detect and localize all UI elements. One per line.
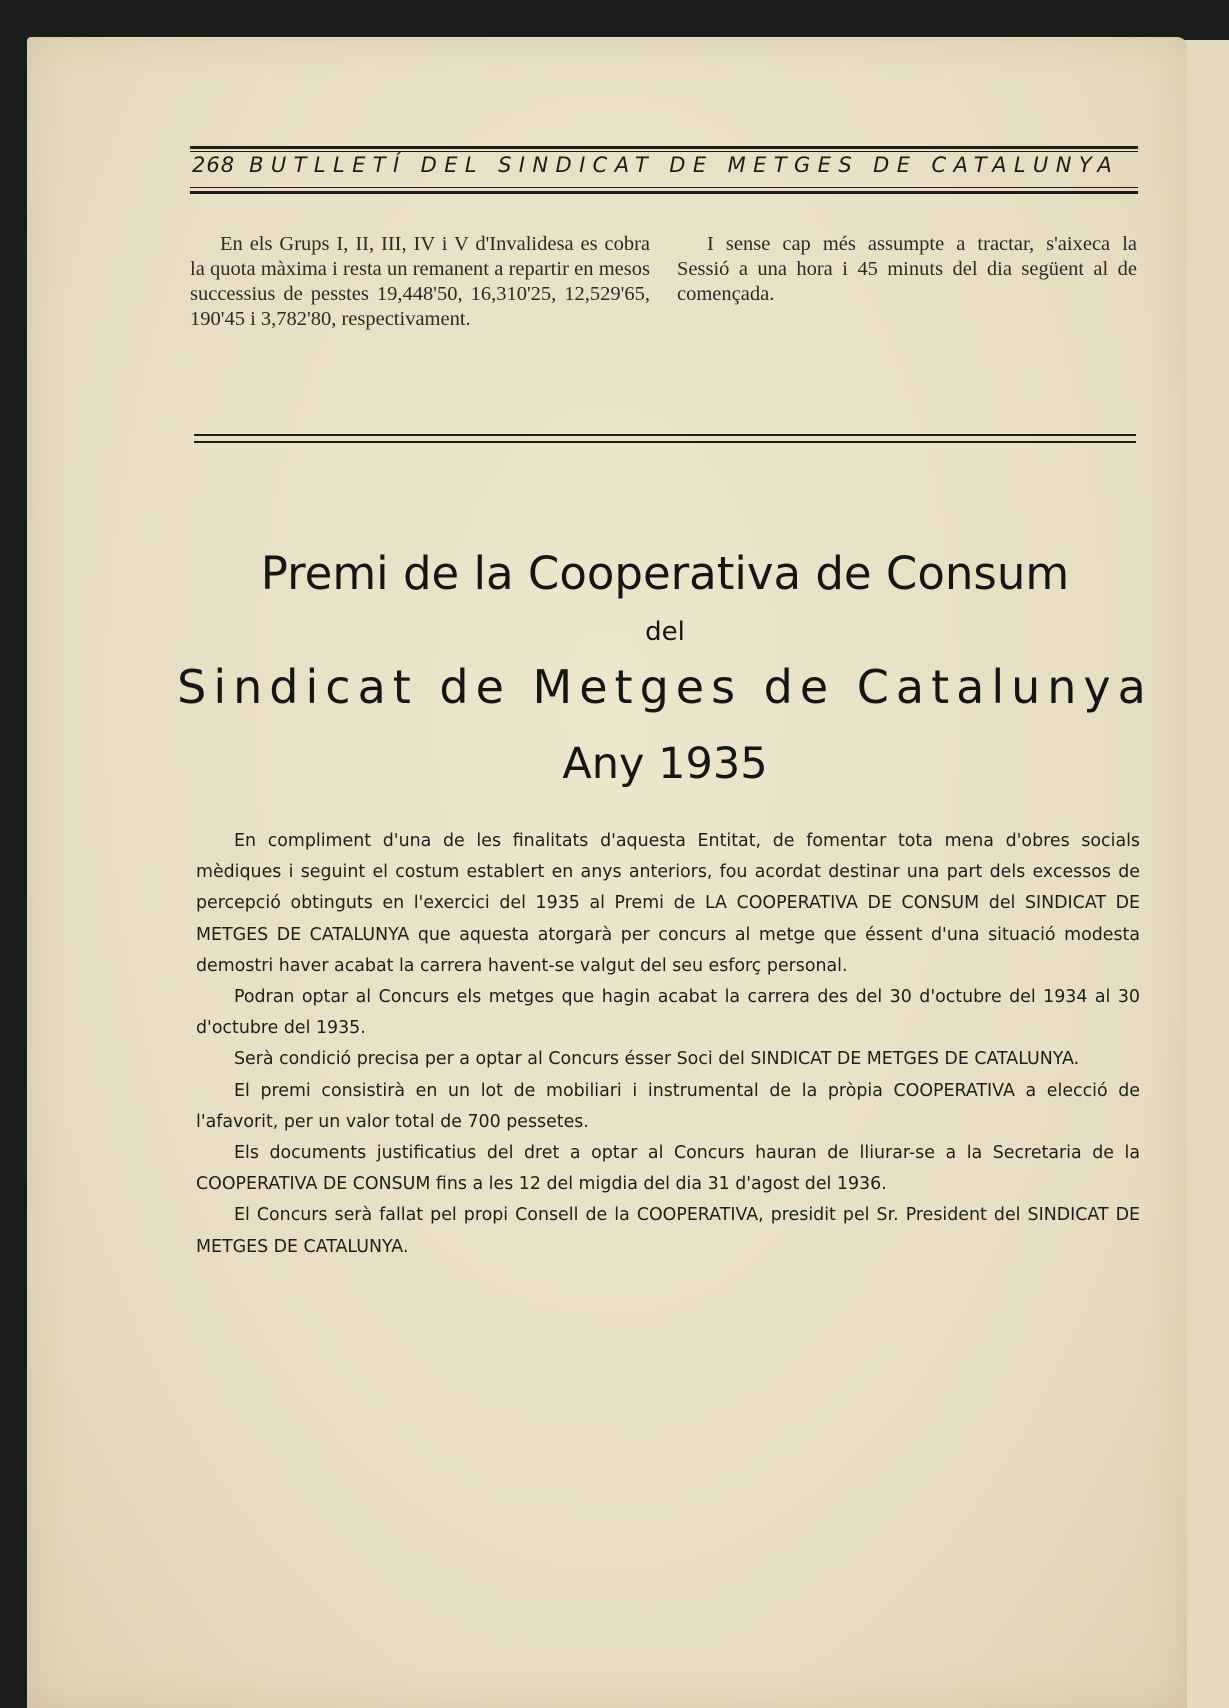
header-bottom-rule-thin	[190, 187, 1138, 188]
page-number: 268	[192, 153, 236, 177]
header-bottom-rule-thick	[190, 191, 1138, 194]
paragraph: Serà condició precisa per a optar al Concurs ésser Soci del SINDICAT DE METGES DE CATALUNYA.	[234, 1049, 1080, 1070]
journal-title: BUTLLETÍ DEL SINDICAT DE METGES DE CATALUNYA	[249, 153, 1120, 177]
left-column	[190, 232, 650, 332]
title-line-2: del	[645, 617, 685, 647]
paragraph: El premi consistirà en un lot de mobiliari i instrumental de la pròpia COOPERATIVA a elecció de l'afavorit, per un valor total de 700 pessetes.	[196, 1080, 1140, 1132]
adjacent-page-edge	[1180, 40, 1229, 1708]
paragraph: Els documents justificatius del dret a optar al Concurs hauran de lliurar-se a la Secretaria de la COOPERATIVA DE CONSUM fins a les 12 del migdia del dia 31 d'agost del 1936.	[196, 1143, 1140, 1195]
right-column-text: I sense cap més assumpte a tractar, s'aixeca la Sessió a una hora i 45 minuts del dia següent al de començada.	[677, 233, 1137, 305]
left-column-text: En els Grups I, II, III, IV i V d'Invalidesa es cobra la quota màxima i resta un remanent a repartir en mesos successius de pesstes 19,448'50, 16,310'25, 12,529'65, 190'45 i 3,782'80, respectivament.	[190, 233, 650, 330]
title-line-1: Premi de la Cooperativa de Consum	[260, 547, 1070, 600]
paragraph: El Concurs serà fallat pel propi Consell de la COOPERATIVA, presidit pel Sr. President del SINDICAT DE METGES DE CATALUNYA.	[196, 1205, 1140, 1257]
section-divider-top	[194, 434, 1136, 436]
paragraph: En compliment d'una de les finalitats d'aquesta Entitat, de fomentar tota mena d'obres socials mèdiques i seguint el costum establert en anys anteriors, fou acordat destinar una part dels excessos de percepció obtinguts en l'exercici del 1935 al Premi de LA COOPERATIVA DE CONSUM del SINDICAT DE METGES DE CATALUNYA que aquesta atorgarà per concurs al metge que éssent d'una situació modesta demostri haver acabat la carrera havent-se valgut del seu esforç personal.	[196, 831, 1140, 976]
article-body	[196, 826, 1140, 1263]
header-top-rule-thick	[190, 146, 1138, 149]
title-line-3: Sindicat de Metges de Catalunya	[177, 660, 1153, 714]
title-line-4: Any 1935	[562, 739, 768, 789]
paragraph: Podran optar al Concurs els metges que hagin acabat la carrera des del 30 d'octubre del 1934 al 30 d'octubre del 1935.	[196, 987, 1140, 1039]
right-column	[677, 232, 1137, 307]
section-divider-bottom	[194, 441, 1136, 443]
header-top-rule-thin	[190, 151, 1138, 152]
running-header	[192, 155, 1135, 176]
